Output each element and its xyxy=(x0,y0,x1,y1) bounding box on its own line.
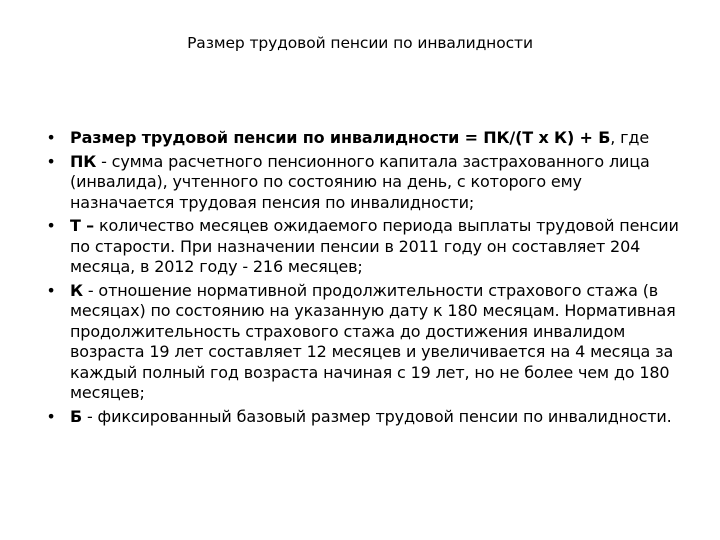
formula-text: , где xyxy=(610,128,650,147)
bullet-item-pk xyxy=(44,152,684,214)
k-definition: - отношение нормативной продолжительности страхового стажа (в месяцах) по состоянию на указанную дату к 180 месяцам. Нормативная продолжительность страхового стажа до достижения инвалидом возраста 19 лет составляет 12 месяцев и увеличивается на 4 месяца за каждый полный год возраста начиная с 19 лет, но не более чем до 180 месяцев; xyxy=(70,280,676,402)
pk-definition: - сумма расчетного пенсионного капитала застрахованного лица (инвалида), учтенного по состоянию на день, с которого ему назначается трудовая пенсия по инвалидности; xyxy=(70,151,650,212)
bullet-icon: • xyxy=(46,151,56,171)
bullet-list xyxy=(44,128,684,430)
bullet-item-formula xyxy=(44,128,684,149)
pk-term: ПК xyxy=(70,151,97,171)
b-definition: - фиксированный базовый размер трудовой пенсии по инвалидности. xyxy=(82,406,672,426)
b-term: Б xyxy=(70,406,83,426)
bullet-item-t xyxy=(44,216,684,278)
bullet-icon: • xyxy=(46,406,56,426)
formula-term: Размер трудовой пенсии по инвалидности = ПК/(Т х К) + Б xyxy=(70,128,611,147)
slide-title: Размер трудовой пенсии по инвалидности xyxy=(187,34,533,52)
k-term: К xyxy=(70,280,83,300)
bullet-item-b xyxy=(44,407,684,428)
bullet-item-k xyxy=(44,281,684,404)
t-definition: количество месяцев ожидаемого периода выплаты трудовой пенсии по старости. При назначении пенсии в 2011 году он составляет 204 месяца, в 2012 году - 216 месяцев; xyxy=(70,216,679,276)
bullet-icon: • xyxy=(46,216,56,235)
bullet-icon: • xyxy=(46,128,56,147)
bullet-icon: • xyxy=(46,280,56,300)
t-term: Т – xyxy=(70,216,95,235)
